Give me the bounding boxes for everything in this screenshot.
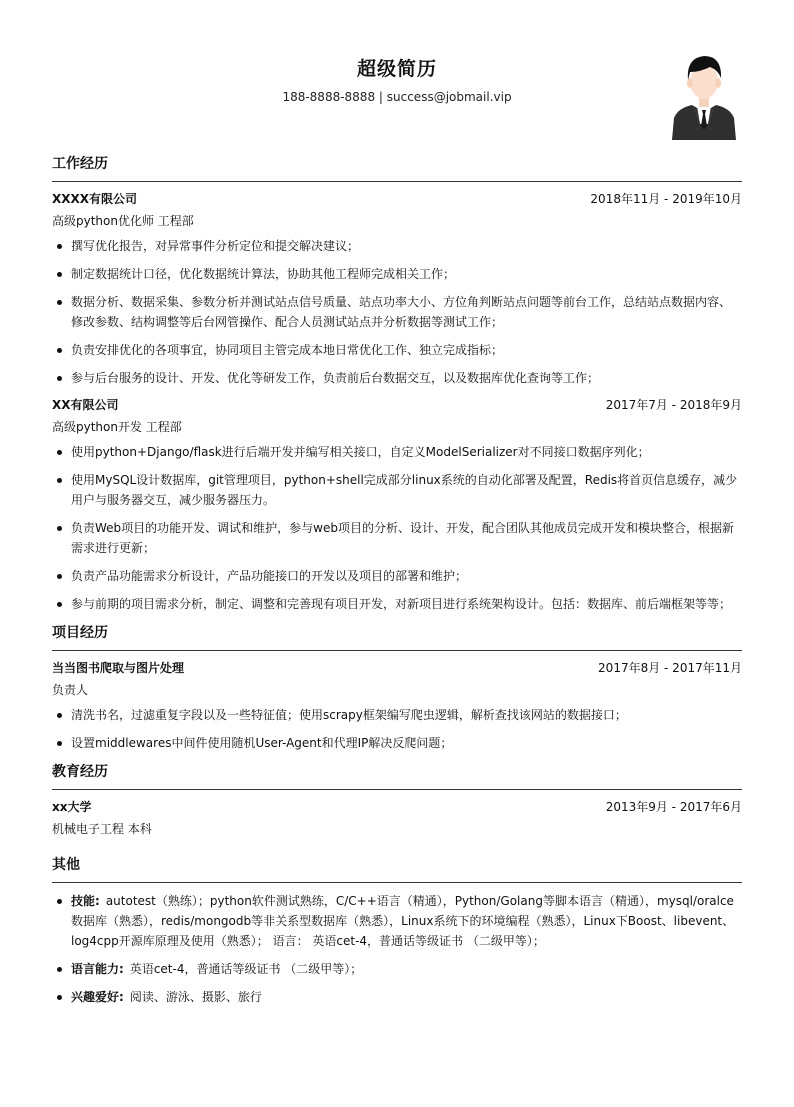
job-role: 高级python开发 工程部 — [52, 420, 182, 434]
list-item: 参与后台服务的设计、开发、优化等研发工作，负责前后台数据交互，以及数据库优化查询等工作； — [52, 368, 742, 388]
date-range: 2018年11月 - 2019年10月 — [590, 192, 742, 206]
list-item: 清洗书名，过滤重复字段以及一些特征值；使用scrapy框架编写爬虫逻辑，解析查找该网站的数据接口； — [52, 705, 742, 725]
project-entry — [52, 659, 742, 753]
date-range: 2017年8月 - 2017年11月 — [598, 661, 742, 675]
job-role: 高级python优化师 工程部 — [52, 214, 194, 228]
list-item: 数据分析、数据采集、参数分析并测试站点信号质量、站点功率大小、方位角判断站点问题等前台工作，总结站点数据内容、修改参数、结构调整等后台网管操作、配合人员测试站点并分析数据等测试工作； — [52, 292, 742, 332]
work-section — [52, 153, 742, 614]
list-item — [52, 987, 742, 1007]
bullet-list — [52, 442, 742, 614]
item-text: autotest（熟练）；python软件测试熟练，C/C++语言（精通），Python/Golang等脚本语言（精通），mysql/oralce数据库（熟悉），redis/mongodb等非关系型数据库（熟悉），Linux系统下的环境编程（熟悉），Linux下Boost、libevent、log4cpp开源库原理及使用（熟悉）； 语言： 英语cet-4，普通话等级证书 （二级甲等）； — [71, 894, 735, 948]
resume-header — [52, 0, 742, 145]
list-item — [52, 891, 742, 951]
bullet-list — [52, 705, 742, 753]
project-section — [52, 622, 742, 753]
project-section-title: 项目经历 — [52, 622, 742, 651]
work-entry — [52, 190, 742, 388]
list-item: 负责产品功能需求分析设计，产品功能接口的开发以及项目的部署和维护； — [52, 566, 742, 586]
work-section-title: 工作经历 — [52, 153, 742, 182]
avatar — [670, 50, 738, 140]
list-item: 使用MySQL设计数据库，git管理项目，python+shell完成部分linux系统的自动化部署及配置，Redis将首页信息缓存，减少用户与服务器交互，减少服务器压力。 — [52, 470, 742, 510]
item-text: 阅读、游泳、摄影、旅行 — [129, 990, 262, 1004]
date-range: 2017年7月 - 2018年9月 — [605, 398, 742, 412]
date-range: 2013年9月 - 2017年6月 — [605, 800, 742, 814]
list-item: 负责安排优化的各项事宜，协同项目主管完成本地日常优化工作、独立完成指标； — [52, 340, 742, 360]
item-text: 英语cet-4，普通话等级证书 （二级甲等）； — [129, 962, 363, 976]
education-entry — [52, 798, 742, 838]
list-item — [52, 959, 742, 979]
education-section — [52, 761, 742, 838]
major: 机械电子工程 本科 — [52, 822, 152, 836]
project-role: 负责人 — [52, 683, 89, 697]
company-name: XX有限公司 — [52, 398, 119, 412]
list-item: 制定数据统计口径，优化数据统计算法，协助其他工程师完成相关工作； — [52, 264, 742, 284]
item-label: 技能: — [71, 894, 100, 908]
company-name: XXXX有限公司 — [52, 192, 138, 206]
work-entry — [52, 396, 742, 614]
resume-name: 超级简历 — [356, 58, 437, 80]
education-section-title: 教育经历 — [52, 761, 742, 790]
list-item: 使用python+Django/flask进行后端开发并编写相关接口，自定义ModelSerializer对不同接口数据序列化； — [52, 442, 742, 462]
project-name: 当当图书爬取与图片处理 — [52, 661, 185, 675]
bullet-list — [52, 891, 742, 1007]
item-label: 语言能力: — [71, 962, 124, 976]
other-section-title: 其他 — [52, 854, 742, 883]
contact-info: 188-8888-8888 | success@jobmail.vip — [282, 90, 512, 104]
list-item: 参与前期的项目需求分析，制定、调整和完善现有项目开发，对新项目进行系统架构设计。包括：数据库、前后端框架等等； — [52, 594, 742, 614]
school-name: xx大学 — [52, 800, 92, 814]
other-section — [52, 854, 742, 1007]
list-item: 负责Web项目的功能开发、调试和维护，参与web项目的分析、设计、开发，配合团队其他成员完成开发和模块整合，根据新需求进行更新； — [52, 518, 742, 558]
bullet-list — [52, 236, 742, 388]
item-label: 兴趣爱好: — [71, 990, 124, 1004]
list-item: 撰写优化报告，对异常事件分析定位和提交解决建议； — [52, 236, 742, 256]
list-item: 设置middlewares中间件使用随机User-Agent和代理IP解决反爬问题； — [52, 733, 742, 753]
